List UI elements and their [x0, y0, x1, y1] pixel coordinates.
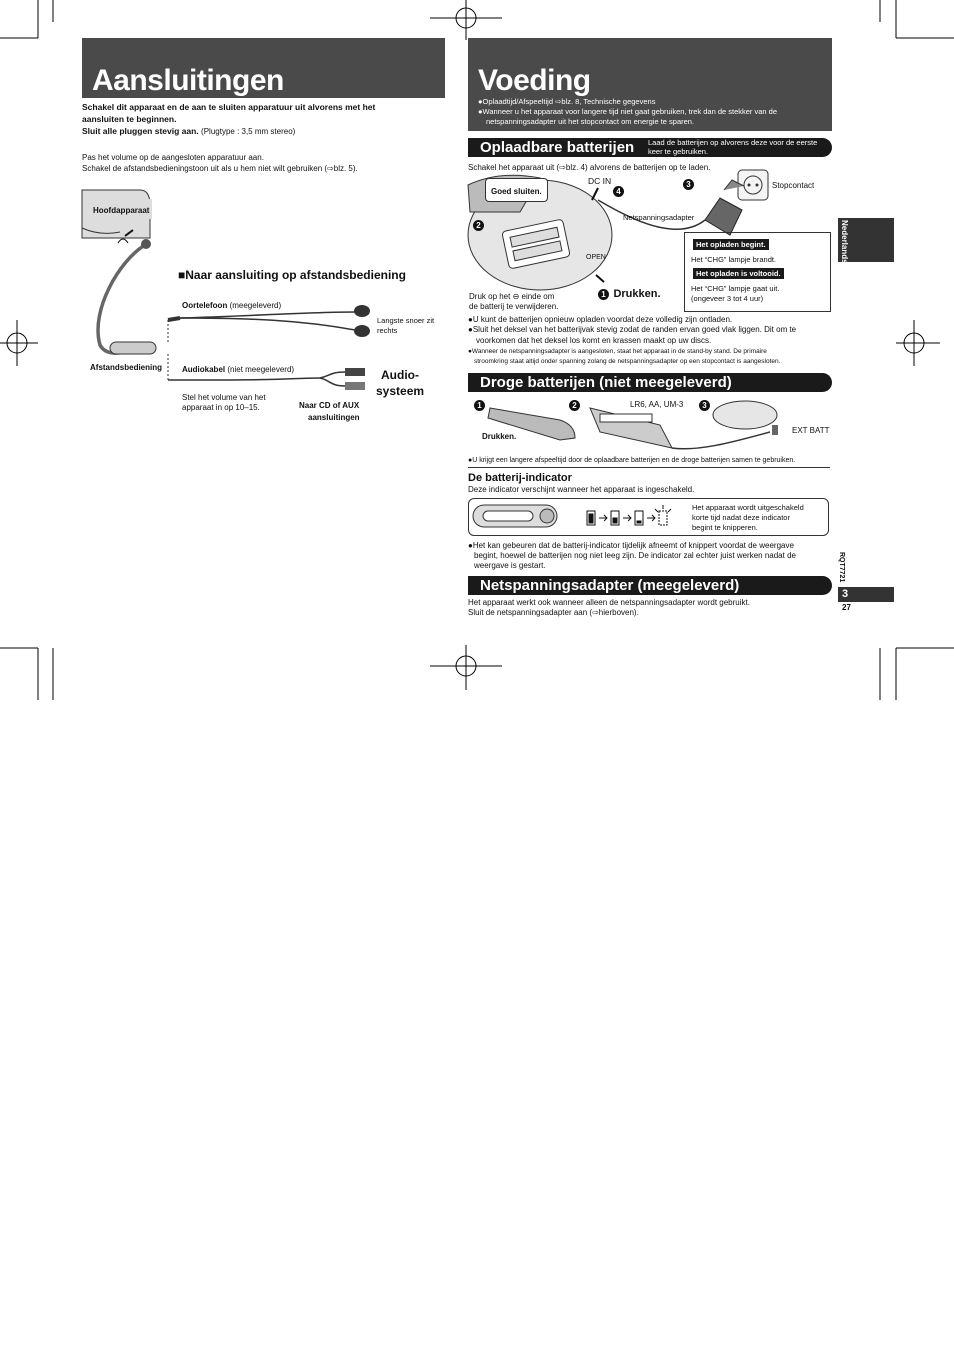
step-3-badge: 3 [683, 179, 694, 190]
step-4-badge: 4 [613, 186, 624, 197]
page-title-aansluitingen: Aansluitingen [92, 64, 284, 97]
to-aux-2: aansluitingen [308, 413, 360, 422]
adapter-label: Netspanningsadapter [623, 213, 695, 222]
outlet-label: Stopcontact [772, 181, 815, 190]
remove-battery-1: Druk op het ⊖ einde om [469, 292, 555, 301]
battery-types: LR6, AA, UM-3 [630, 400, 684, 409]
rechargeable-heading-note: Laad de batterijen op alvorens deze voor de eerste keer te gebruiken. [648, 138, 818, 156]
charging-started-tag: Het opladen begint. [693, 239, 769, 250]
adapter-heading: Netspanningsadapter (meegeleverd) [480, 577, 740, 594]
dry-note-rule [468, 467, 830, 468]
volume-set-2: apparaat in op 10–15. [182, 403, 260, 412]
audio-cable-note: (niet meegeleverd) [227, 365, 295, 374]
switch-off-note: Schakel het apparaat uit (⇨blz. 4) alvorens de batterijen op te laden. [468, 163, 711, 172]
power-bullet-1: ●Oplaadtijd/Afspeeltijd ⇨blz. 8, Technische gegevens [478, 97, 656, 106]
power-bullet-2b: netspanningsadapter uit het stopcontact om energie te sparen. [486, 117, 695, 126]
audio-system-label-2: systeem [376, 384, 425, 398]
volume-note: Pas het volume op de aangesloten apparatuur aan. [82, 153, 264, 162]
remove-battery-2: de batterij te verwijderen. [469, 302, 559, 311]
chg-off-2: (ongeveer 3 tot 4 uur) [691, 294, 764, 303]
power-bullet-2a: ●Wanneer u het apparaat voor langere tijd niet gaat gebruiken, trek dan de stekker van de [478, 107, 778, 116]
plug-type: (Plugtype : 3,5 mm stereo) [201, 127, 296, 136]
indicator-off-note-1: Het apparaat wordt uitgeschakeld [692, 503, 804, 512]
dc-in-label: DC IN [588, 176, 612, 186]
press-label: Drukken. [613, 288, 661, 300]
page-number: 27 [842, 603, 851, 612]
audio-cable-label: Audiokabel [182, 365, 226, 374]
indicator-heading: De batterij-indicator [468, 472, 572, 484]
language-tab [838, 218, 894, 262]
indicator-note-c: weergave is gestart. [474, 561, 546, 570]
main-unit-label: Hoofdapparaat [93, 206, 150, 215]
longest-cord-note: Langste snoer zit rechts [377, 316, 435, 335]
intro-line-2: aansluiten te beginnen. [82, 114, 177, 124]
close-firmly: Goed sluiten. [491, 187, 542, 196]
rechargeable-heading: Oplaadbare batterijen [480, 139, 635, 156]
indicator-off-note-2: korte tijd nadat deze indicator [692, 513, 790, 522]
page-section-number: 3 [842, 588, 849, 600]
to-aux-1: Naar CD of AUX [299, 401, 360, 410]
audio-system-label-1: Audio- [381, 368, 419, 382]
recharge-note-2a: ●Sluit het deksel van het batterijvak stevig zodat de randen ervan goed vlak liggen. Dit om te [468, 325, 797, 334]
battery-level-icons [469, 499, 689, 535]
earphones-label: Oortelefoon [182, 301, 228, 310]
earphones-note: (meegeleverd) [229, 301, 282, 310]
adapter-line-1: Het apparaat werkt ook wanneer alleen de netspanningsadapter wordt gebruikt. [468, 598, 750, 607]
chg-off-1: Het “CHG” lampje gaat uit. [691, 284, 780, 293]
recharge-note-1: ●U kunt de batterijen opnieuw opladen voordat deze volledig zijn ontladen. [468, 315, 733, 324]
page-title-voeding: Voeding [478, 64, 591, 97]
dry-press-label: Drukken. [482, 432, 517, 441]
indicator-note-a: ●Het kan gebeuren dat de batterij-indicator tijdelijk afneemt of knippert voordat de weergave [468, 541, 794, 550]
model-code: RQT7721 [838, 552, 845, 583]
dry-note: ●U krijgt een langere afspeeltijd door de oplaadbare batterijen en de droge batterijen samen te gebruiken. [468, 457, 796, 464]
remote-tone-note: Schakel de afstandsbedieningstoon uit als u hem niet wilt gebruiken (⇨blz. 5). [82, 164, 358, 173]
dry-step-2-badge: 2 [569, 400, 580, 411]
charging-done-tag: Het opladen is voltooid. [693, 268, 784, 279]
recharge-note-3a: ●Wanneer de netspanningsadapter is aangesloten, staat het apparaat in de stand-by stand. De primaire [468, 348, 767, 355]
indicator-note-b: begint, hoewel de batterijen nog niet leeg zijn. De indicator zal echter juist werken nadat de [474, 551, 796, 560]
intro-line-1: Schakel dit apparaat en de aan te sluiten apparatuur uit alvorens met het [82, 102, 376, 112]
dry-step-3-badge: 3 [699, 400, 710, 411]
page-section-tab [838, 587, 894, 602]
step-2-badge: 2 [473, 220, 484, 231]
adapter-line-2: Sluit de netspanningsadapter aan (⇨hierboven). [468, 608, 639, 617]
recharge-note-2b: voorkomen dat het deksel los komt en krassen maakt op uw discs. [476, 336, 712, 345]
adapter-heading-bar [468, 576, 832, 595]
dry-step-1-badge: 1 [474, 400, 485, 411]
step-1-badge: 1 [598, 289, 609, 300]
dry-batteries-heading: Droge batterijen (niet meegeleverd) [480, 374, 732, 391]
remote-section-heading: ■Naar aansluiting op afstandsbediening [178, 268, 406, 282]
volume-set-1: Stel het volume van het [182, 393, 266, 402]
open-label: OPEN [586, 254, 606, 261]
chg-on-text: Het “CHG” lampje brandt. [691, 255, 777, 264]
language-tab-label: Nederlands [840, 220, 849, 264]
ext-batt-label: EXT BATT [792, 426, 830, 435]
indicator-desc: Deze indicator verschijnt wanneer het apparaat is ingeschakeld. [468, 485, 695, 494]
remote-label: Afstandsbediening [90, 363, 163, 372]
indicator-off-note-3: begint te knipperen. [692, 523, 758, 532]
recharge-note-3b: stroomkring staat altijd onder spanning zolang de netspanningsadapter op een stopcontact is aangesloten. [474, 358, 781, 365]
indicator-box [468, 498, 829, 536]
plug-instruction: Sluit alle pluggen stevig aan. [82, 126, 199, 136]
